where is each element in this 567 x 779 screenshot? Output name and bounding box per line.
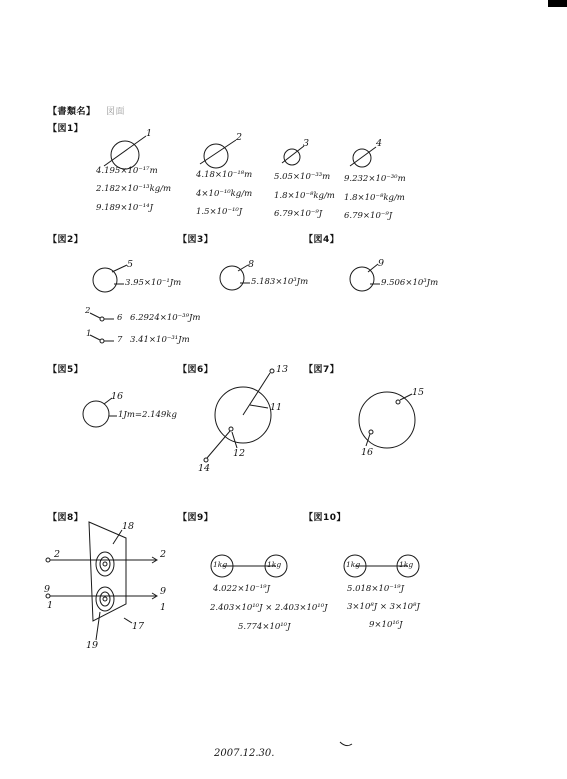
fig2-extra2-value: 3.41×10⁻³¹Jm bbox=[130, 335, 190, 345]
fig8-label: 【図8】 bbox=[48, 513, 84, 523]
fig10-mass-right: 1kg bbox=[399, 560, 414, 569]
fig5-value: 1Jm=2.149kg bbox=[118, 410, 177, 420]
fig10-line1: 5.018×10⁻¹⁹J bbox=[347, 584, 404, 594]
fig6-ref-11: 11 bbox=[270, 402, 283, 413]
fig1-label: 【図1】 bbox=[48, 124, 84, 134]
fig2-value: 3.95×10⁻¹Jm bbox=[125, 278, 182, 288]
fig7-ref-16: 16 bbox=[361, 447, 374, 458]
fig8-ref-2-left: 2 bbox=[54, 549, 61, 560]
fig1-item3-line1: 5.05×10⁻³³m bbox=[274, 172, 331, 182]
fig9-mass-right: 1kg bbox=[267, 560, 282, 569]
fig9-mass-left: 1kg bbox=[213, 560, 228, 569]
fig1-item2-line3: 1.5×10⁻¹⁰J bbox=[196, 207, 243, 217]
fig1-item4-line2: 1.8×10⁻⁸kg/m bbox=[344, 193, 405, 203]
fig1-sphere-1 bbox=[104, 136, 146, 169]
fig1-item3-line2: 1.8×10⁻⁸kg/m bbox=[274, 191, 335, 201]
fig6-ref-14: 14 bbox=[198, 463, 211, 474]
fig4-ref-9: 9 bbox=[378, 258, 385, 269]
fig2-leader-5 bbox=[112, 265, 127, 272]
fig3-ref-8: 8 bbox=[248, 259, 255, 270]
fig8-ref-1-right: 1 bbox=[160, 602, 167, 613]
fig9-label: 【図9】 bbox=[178, 513, 214, 523]
fig8-ref-2-right: 2 bbox=[160, 549, 167, 560]
fig2-extra1-to: 6 bbox=[117, 313, 123, 323]
fig9-line1: 4.022×10⁻¹⁹J bbox=[213, 584, 270, 594]
fig1-ref-4: 4 bbox=[376, 138, 383, 149]
scan-stray-mark bbox=[340, 742, 352, 746]
fig1-ref-1: 1 bbox=[146, 128, 153, 139]
fig6-ref-13: 13 bbox=[276, 364, 289, 375]
fig1-sphere-2 bbox=[200, 140, 236, 168]
fig1-item1-line2: 2.182×10⁻¹³kg/m bbox=[96, 184, 172, 194]
fig1-sphere-4 bbox=[350, 147, 376, 167]
fig5-label: 【図5】 bbox=[48, 365, 84, 375]
fig10-line3: 9×10¹⁶J bbox=[369, 620, 403, 630]
fig8-ref-9-left: 9 bbox=[44, 584, 51, 595]
fig8-ref-1-left: 1 bbox=[47, 600, 54, 611]
fig9-line2: 2.403×10¹⁰J × 2.403×10¹⁰J bbox=[210, 603, 328, 613]
fig7-drawing bbox=[359, 392, 415, 448]
fig2-extra1-from: 2 bbox=[85, 306, 91, 316]
fig3-label: 【図3】 bbox=[178, 235, 214, 245]
fig10-line2: 3×10⁸J × 3×10⁸J bbox=[347, 602, 420, 612]
fig1-ref-3: 3 bbox=[303, 138, 310, 149]
fig1-item4-line3: 6.79×10⁻⁹J bbox=[344, 211, 393, 221]
fig1-item4-line1: 9.232×10⁻³⁰m bbox=[344, 174, 406, 184]
fig4-label: 【図4】 bbox=[304, 235, 340, 245]
fig1-item3-line3: 6.79×10⁻⁹J bbox=[274, 209, 323, 219]
fig7-ref-15: 15 bbox=[412, 387, 425, 398]
fig2-label: 【図2】 bbox=[48, 235, 84, 245]
fig3-value: 5.183×10³Jm bbox=[251, 277, 309, 287]
fig8-ref-19: 19 bbox=[86, 640, 99, 651]
fig5-sphere bbox=[83, 401, 109, 427]
fig2-extra1-value: 6.2924×10⁻³⁹Jm bbox=[130, 313, 201, 323]
fig2-ref-5: 5 bbox=[127, 259, 134, 270]
footer-date: 2007.12.30. bbox=[214, 748, 275, 759]
fig2-extra2-from: 1 bbox=[86, 329, 92, 339]
fig6-label: 【図6】 bbox=[178, 365, 214, 375]
fig6-ref-12: 12 bbox=[233, 448, 246, 459]
fig8-ref-17: 17 bbox=[132, 621, 145, 632]
fig1-sphere-3 bbox=[282, 146, 304, 165]
fig1-item1-line1: 4.195×10⁻¹⁷m bbox=[96, 166, 158, 176]
fig9-line3: 5.774×10¹⁰J bbox=[238, 622, 291, 632]
fig1-ref-2: 2 bbox=[236, 132, 243, 143]
fig1-item2-line1: 4.18×10⁻¹⁸m bbox=[196, 170, 253, 180]
fig1-item2-line2: 4×10⁻¹⁰kg/m bbox=[196, 189, 253, 199]
fig2-extra-row-2 bbox=[90, 335, 114, 343]
fig2-extra2-to: 7 bbox=[117, 335, 123, 345]
fig4-value: 9.506×10³Jm bbox=[381, 278, 439, 288]
fig1-item1-line3: 9.189×10⁻¹⁴J bbox=[96, 203, 153, 213]
fig4-leader-9 bbox=[368, 264, 378, 272]
fig8-ref-9-right: 9 bbox=[160, 586, 167, 597]
fig10-mass-left: 1kg bbox=[346, 560, 361, 569]
fig5-ref-16: 16 bbox=[111, 391, 124, 402]
doc-name-label: 【書類名】 bbox=[48, 107, 96, 117]
fig10-label: 【図10】 bbox=[304, 513, 347, 523]
fig8-ref-18: 18 bbox=[122, 521, 135, 532]
fig7-label: 【図7】 bbox=[304, 365, 340, 375]
fig2-extra-row-1 bbox=[90, 313, 114, 321]
doc-name-value: 図面 bbox=[106, 107, 126, 117]
